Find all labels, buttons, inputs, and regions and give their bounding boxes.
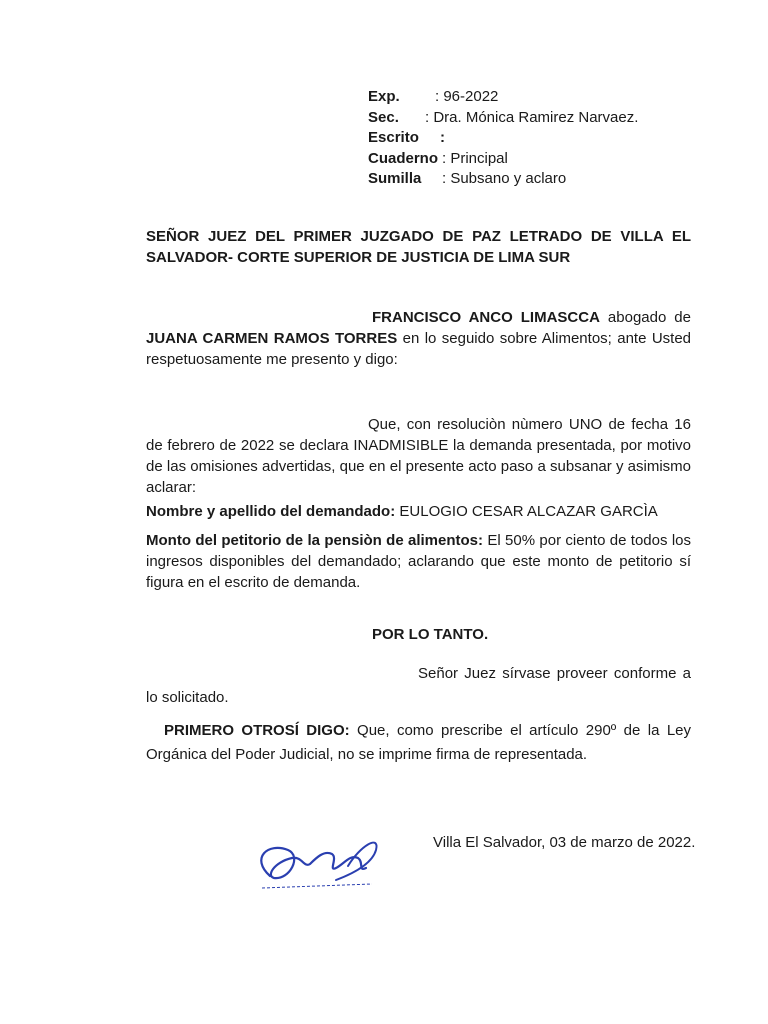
lawyer-name: FRANCISCO ANCO LIMASCCA bbox=[372, 309, 600, 326]
sumilla-label: Sumilla bbox=[368, 170, 422, 187]
addressee-heading: SEÑOR JUEZ DEL PRIMER JUZGADO DE PAZ LETRADO DE VILLA EL SALVADOR- CORTE SUPERIOR DE JUSTICIA DE LIMA SUR bbox=[146, 228, 691, 266]
amount-paragraph bbox=[146, 530, 691, 593]
amount-label: Monto del petitorio de la pensiòn de alimentos: bbox=[146, 532, 484, 549]
escrito-value: : bbox=[440, 129, 445, 146]
header-sumilla bbox=[368, 169, 638, 190]
request-paragraph: Señor Juez sírvase proveer conforme a lo solicitado. bbox=[146, 665, 691, 706]
escrito-label: Escrito bbox=[368, 129, 419, 146]
otrosi-label: PRIMERO OTROSÍ DIGO: bbox=[164, 722, 350, 739]
signature-underline bbox=[262, 884, 372, 888]
sec-label: Sec. bbox=[368, 108, 399, 126]
body-paragraph: Que, con resoluciòn nùmero UNO de fecha 16 de febrero de 2022 se declara INADMISIBLE la demanda presentada, por motivo de las omisiones advertidas, que en el presente acto paso a subsanar y asimismo aclarar: bbox=[146, 416, 691, 496]
date-line: Villa El Salvador, 03 de marzo de 2022. bbox=[433, 834, 696, 851]
defendant-line bbox=[146, 501, 691, 522]
case-header bbox=[368, 87, 638, 190]
header-cuaderno bbox=[368, 149, 638, 170]
cuaderno-label: Cuaderno bbox=[368, 149, 439, 167]
defendant-label: Nombre y apellido del demandado: bbox=[146, 503, 396, 520]
amount-value: El 50% por ciento de todos los ingresos disponibles del demandado; aclarando que este monto de petitorio sí figura en el escrito de demanda. bbox=[146, 532, 691, 591]
otrosi-paragraph bbox=[146, 719, 691, 767]
header-escrito bbox=[368, 128, 638, 149]
signature-stamp bbox=[240, 828, 400, 928]
signature-graphic bbox=[240, 828, 400, 928]
client-name: JUANA CARMEN RAMOS TORRES bbox=[146, 330, 398, 347]
otrosi-text: Que, como prescribe el artículo 290º de la Ley Orgánica del Poder Judicial, no se imprime firma de representada. bbox=[146, 722, 691, 763]
sec-value: : Dra. Mónica Ramirez Narvaez. bbox=[425, 108, 639, 126]
header-sec bbox=[368, 108, 638, 129]
signature-flourish bbox=[336, 843, 377, 880]
header-exp bbox=[368, 87, 638, 108]
cuaderno-value: : Principal bbox=[442, 149, 508, 167]
defendant-value: EULOGIO CESAR ALCAZAR GARCÌA bbox=[395, 503, 658, 520]
exp-value: : 96-2022 bbox=[435, 88, 499, 105]
exp-label: Exp. bbox=[368, 88, 400, 105]
por-lo-tanto-heading: POR LO TANTO. bbox=[372, 626, 489, 643]
intro-paragraph bbox=[146, 307, 691, 370]
intro-text-1: abogado de bbox=[599, 309, 691, 326]
sumilla-value: : Subsano y aclaro bbox=[442, 170, 567, 187]
intro-text-2: en lo seguido sobre Alimentos; ante Usted respetuosamente me presento y digo: bbox=[146, 330, 692, 368]
